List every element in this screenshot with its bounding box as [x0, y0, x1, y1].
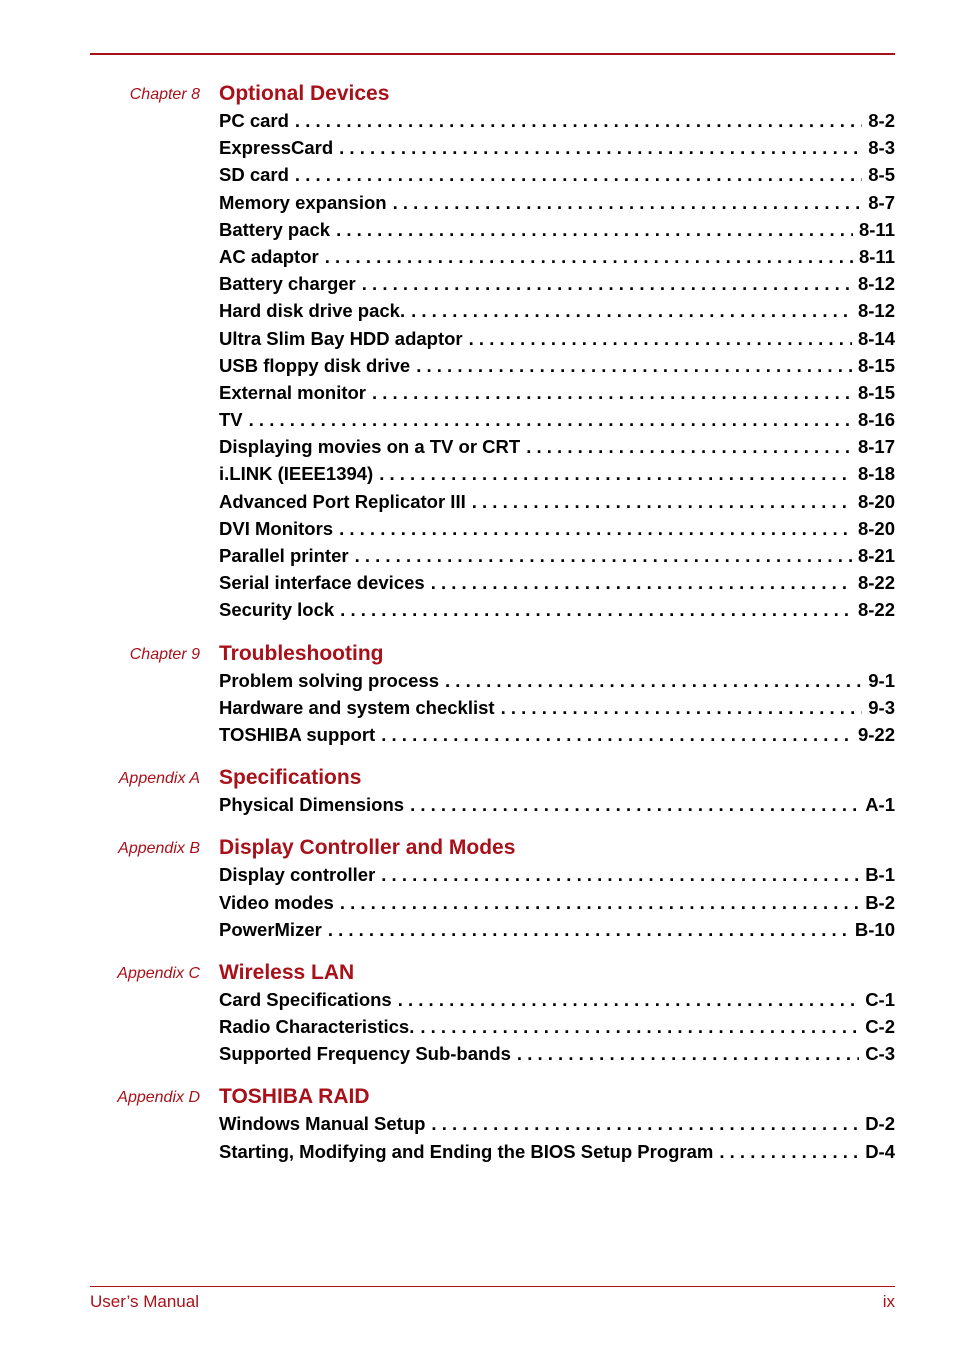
dot-leader	[249, 406, 852, 433]
toc-entry-title: Video modes	[219, 891, 334, 913]
toc-entry-page: 8-17	[857, 436, 895, 458]
toc-entry-title: ExpressCard	[219, 137, 334, 159]
toc-entry-page: C-1	[865, 988, 895, 1010]
toc-entry-title: Display controller	[219, 864, 376, 886]
toc-entry[interactable]	[219, 1138, 895, 1165]
toc-entry-title: PowerMizer	[219, 918, 322, 940]
dot-leader	[381, 721, 852, 748]
dot-leader	[431, 569, 852, 596]
toc-section	[0, 640, 954, 749]
dot-leader	[336, 216, 853, 243]
toc-section	[0, 834, 954, 943]
toc-section	[0, 80, 954, 624]
toc-entry-page: 8-11	[858, 245, 895, 267]
toc-entry[interactable]	[219, 667, 895, 694]
toc-entry-page: 8-5	[868, 164, 895, 186]
dot-leader	[339, 515, 852, 542]
toc-entry-page: A-1	[865, 794, 895, 816]
toc-entry[interactable]	[219, 542, 895, 569]
dot-leader	[517, 1040, 859, 1067]
toc-entry-title: Physical Dimensions	[219, 794, 405, 816]
section-title[interactable]: TOSHIBA RAID	[219, 1085, 370, 1109]
toc-entry[interactable]	[219, 460, 895, 487]
toc-entry[interactable]	[219, 243, 895, 270]
toc-entry[interactable]	[219, 161, 895, 188]
toc-entry[interactable]	[219, 596, 895, 623]
toc-entry[interactable]	[219, 406, 895, 433]
toc-entry-title: Windows Manual Setup	[219, 1113, 426, 1135]
toc-entry-title: DVI Monitors	[219, 517, 334, 539]
section-title[interactable]: Wireless LAN	[219, 960, 355, 984]
toc-entry-title: Displaying movies on a TV or CRT	[219, 436, 521, 458]
toc-entry-page: D-4	[865, 1140, 895, 1162]
toc-entry[interactable]	[219, 694, 895, 721]
dot-leader	[372, 379, 852, 406]
toc-entry[interactable]	[219, 1110, 895, 1137]
toc-entry-title: TV	[219, 409, 243, 431]
toc-entry-title: Battery pack	[219, 218, 331, 240]
table-of-contents	[0, 80, 954, 1181]
dot-leader	[526, 433, 852, 460]
dot-leader	[431, 1110, 859, 1137]
toc-entry-title: Battery charger	[219, 273, 356, 295]
dot-leader	[398, 986, 859, 1013]
dot-leader	[411, 297, 852, 324]
toc-entry-page: 8-2	[868, 110, 895, 131]
dot-leader	[469, 325, 852, 352]
toc-entry-page: 8-12	[857, 300, 895, 322]
toc-entry-page: 8-15	[857, 381, 895, 403]
toc-entry[interactable]	[219, 861, 895, 888]
toc-section	[0, 1083, 954, 1164]
toc-entry-title: Memory expansion	[219, 191, 387, 213]
toc-entry[interactable]	[219, 270, 895, 297]
toc-entry-page: 8-3	[868, 137, 895, 159]
toc-entry-title: Ultra Slim Bay HDD adaptor	[219, 327, 463, 349]
toc-entry-title: Starting, Modifying and Ending the BIOS Setup Program	[219, 1140, 714, 1162]
toc-entry-page: 9-22	[857, 723, 895, 745]
toc-entry-page: 8-22	[857, 572, 895, 594]
toc-entry-page: 8-20	[857, 490, 895, 512]
dot-leader	[472, 488, 852, 515]
toc-entry-title: TOSHIBA support	[219, 723, 376, 745]
toc-entry[interactable]	[219, 216, 895, 243]
toc-entry-page: B-1	[865, 864, 895, 886]
toc-section	[0, 959, 954, 1068]
dot-leader	[501, 694, 863, 721]
chapter-label: Chapter 9	[129, 645, 200, 663]
dot-leader	[325, 243, 853, 270]
section-title[interactable]: Optional Devices	[219, 82, 390, 105]
toc-entry-title: Parallel printer	[219, 545, 349, 566]
toc-entry[interactable]	[219, 379, 895, 406]
toc-entry[interactable]	[219, 1013, 895, 1040]
header-rule	[90, 53, 895, 55]
toc-entry-title: PC card	[219, 110, 289, 131]
toc-entry[interactable]	[219, 1040, 895, 1067]
toc-entry-title: Radio Characteristics.	[219, 1016, 415, 1038]
section-title[interactable]: Specifications	[219, 766, 362, 790]
toc-entry-page: B-10	[854, 918, 895, 940]
toc-entry[interactable]	[219, 352, 895, 379]
toc-entry-title: Hardware and system checklist	[219, 696, 495, 718]
chapter-label: Chapter 8	[129, 86, 200, 103]
toc-entry-title: SD card	[219, 164, 289, 186]
toc-entry-page: 8-21	[857, 545, 895, 566]
toc-entry[interactable]	[219, 791, 895, 818]
dot-leader	[719, 1138, 859, 1165]
toc-entry[interactable]	[219, 107, 895, 134]
toc-entry[interactable]	[219, 325, 895, 352]
toc-entry[interactable]	[219, 515, 895, 542]
dot-leader	[445, 667, 862, 694]
chapter-label: Appendix D	[117, 1089, 200, 1107]
toc-entry[interactable]	[219, 721, 895, 748]
toc-entry-title: Security lock	[219, 599, 335, 621]
dot-leader	[340, 889, 859, 916]
toc-entry-title: USB floppy disk drive	[219, 354, 411, 376]
dot-leader	[379, 460, 852, 487]
toc-entry-title: Card Specifications	[219, 988, 392, 1010]
toc-entry[interactable]	[219, 889, 895, 916]
toc-entry-page: 8-7	[868, 191, 895, 213]
dot-leader	[295, 161, 862, 188]
toc-entry[interactable]	[219, 134, 895, 161]
dot-leader	[340, 596, 852, 623]
toc-entry[interactable]	[219, 297, 895, 324]
chapter-label: Appendix B	[118, 840, 200, 858]
toc-entry-title: AC adaptor	[219, 245, 319, 267]
toc-entry-page: 8-11	[858, 218, 895, 240]
section-title[interactable]: Display Controller and Modes	[219, 836, 516, 860]
toc-entry-title: Serial interface devices	[219, 572, 425, 594]
toc-entry-page: D-2	[865, 1113, 895, 1135]
dot-leader	[416, 352, 852, 379]
toc-entry[interactable]	[219, 189, 895, 216]
dot-leader	[355, 542, 852, 569]
footer-rule	[90, 1286, 895, 1287]
chapter-label: Appendix A	[118, 770, 200, 788]
dot-leader	[295, 107, 862, 134]
toc-entry[interactable]	[219, 986, 895, 1013]
dot-leader	[410, 791, 859, 818]
dot-leader	[381, 861, 859, 888]
dot-leader	[420, 1013, 859, 1040]
toc-entry-title: External monitor	[219, 381, 366, 403]
toc-entry-title: Hard disk drive pack.	[219, 300, 406, 322]
toc-entry-title: Supported Frequency Sub-bands	[219, 1043, 511, 1065]
toc-entry-page: 8-12	[857, 273, 895, 295]
toc-entry[interactable]	[219, 433, 895, 460]
footer-manual-title: User’s Manual	[90, 1292, 199, 1311]
dot-leader	[328, 916, 849, 943]
toc-entry[interactable]	[219, 569, 895, 596]
toc-entry[interactable]	[219, 916, 895, 943]
toc-entry-page: B-2	[865, 891, 895, 913]
toc-entry-page: 8-22	[857, 599, 895, 621]
toc-entry-page: 8-16	[857, 409, 895, 431]
toc-entry-page: 8-15	[857, 354, 895, 376]
toc-entry-title: Advanced Port Replicator III	[219, 490, 466, 512]
toc-entry-page: 9-3	[868, 696, 895, 718]
toc-entry-page: C-3	[865, 1043, 895, 1065]
toc-entry-title: Problem solving process	[219, 669, 440, 691]
toc-section	[0, 764, 954, 818]
toc-entry[interactable]	[219, 488, 895, 515]
toc-entry-page: C-2	[865, 1016, 895, 1038]
chapter-label: Appendix C	[117, 964, 200, 982]
toc-entry-page: 8-14	[857, 327, 895, 349]
dot-leader	[362, 270, 852, 297]
toc-entry-page: 9-1	[868, 669, 895, 691]
toc-entry-page: 8-18	[857, 463, 895, 485]
dot-leader	[339, 134, 862, 161]
toc-entry-page: 8-20	[857, 517, 895, 539]
dot-leader	[393, 189, 863, 216]
section-title[interactable]: Troubleshooting	[219, 641, 384, 665]
footer-page-number: ix	[882, 1292, 895, 1311]
toc-entry-title: i.LINK (IEEE1394)	[219, 463, 374, 485]
